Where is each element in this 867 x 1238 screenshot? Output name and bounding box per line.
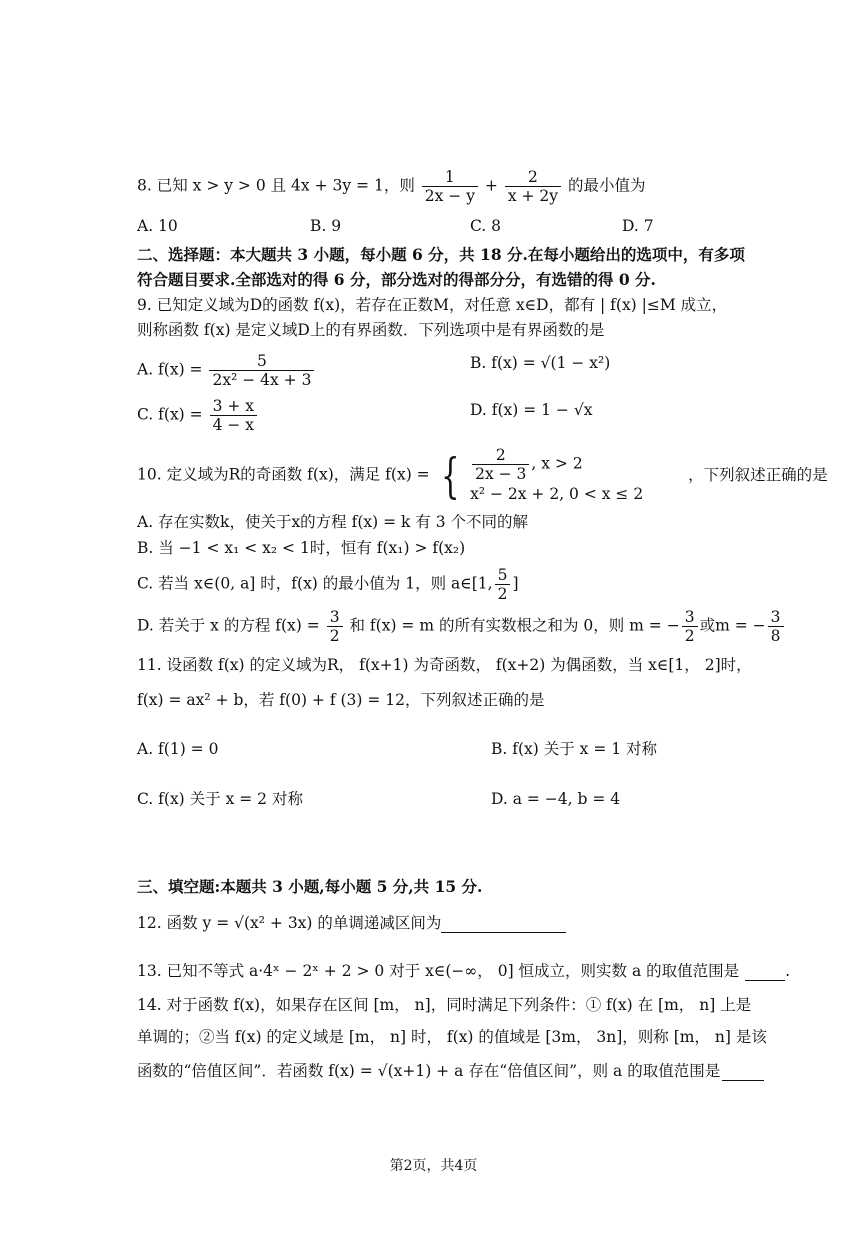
section-3-heading: 三、填空题:本题共 3 小题,每小题 5 分,共 15 分. bbox=[137, 877, 483, 896]
q8-condition: x > y > 0 且 4x + 3y = 1，则 bbox=[192, 176, 415, 195]
section-2-heading-line-2: 符合题目要求.全部选对的得 6 分，部分选对的得部分分，有选错的得 0 分. bbox=[137, 270, 656, 289]
q10-option-a: A. 存在实数k，使关于x的方程 f(x) = k 有 3 个不同的解 bbox=[137, 513, 529, 531]
q10-stem bbox=[137, 446, 828, 505]
q9-option-d: D. f(x) = 1 − √x bbox=[470, 401, 593, 419]
q9-option-a-fraction: $\frac{5}{\text{2x² − 4x + 3}}$ bbox=[209, 352, 314, 389]
q8-option-d: D. 7 bbox=[622, 217, 654, 235]
q11-stem-line-2: f(x) = ax² + b，若 f(0) + f (3) = 12，下列叙述正确的是 bbox=[137, 691, 545, 709]
q14-answer-blank[interactable] bbox=[722, 1064, 764, 1081]
q13-stem: 13. 已知不等式 a·4ˣ − 2ˣ + 2 > 0 对于 x∈(−∞， 0] 恒成立，则实数 a 的取值范围是 . bbox=[137, 962, 791, 980]
q13-answer-blank[interactable] bbox=[745, 964, 785, 981]
q8-option-b: B. 9 bbox=[310, 217, 342, 235]
q8-option-a: A. 10 bbox=[137, 217, 178, 235]
q10-option-c: C. 若当 x∈(0, a] 时，f(x) 的最小值为 1，则 a∈[1, $\frac{5}{2}$ ] bbox=[137, 566, 519, 603]
q8-option-c: C. 8 bbox=[470, 217, 502, 235]
q14-stem-line-3: 函数的“倍值区间”．若函数 f(x) = √(x+1) + a 存在“倍值区间”，则 a 的取值范围是 bbox=[137, 1061, 764, 1081]
q9-stem-line-2: 则称函数 f(x) 是定义域D上的有界函数．下列选项中是有界函数的是 bbox=[137, 321, 605, 339]
q10-stem-pre: 10. 定义域为R的奇函数 f(x)，满足 f(x) = bbox=[137, 465, 430, 484]
q11-stem-line-1: 11. 设函数 f(x) 的定义域为R， f(x+1) 为奇函数， f(x+2) 为偶函数，当 x∈[1， 2]时， bbox=[137, 656, 752, 674]
q8-stem-post: 的最小值为 bbox=[567, 176, 646, 195]
q9-option-c-fraction: $\frac{3 + x}{4 - x}$ bbox=[210, 397, 257, 434]
q11-option-c: C. f(x) 关于 x = 2 对称 bbox=[137, 790, 303, 808]
q9-option-b: B. f(x) = √(1 − x²) bbox=[470, 354, 611, 372]
q9-option-a: A. f(x) = $\frac{5}{\text{2x² − 4x + 3}}$ bbox=[137, 352, 316, 389]
q9-option-c: C. f(x) = $\frac{3 + x}{4 - x}$ bbox=[137, 397, 259, 434]
q10-brace: { bbox=[440, 447, 460, 504]
q9-stem-line-1: 9. 已知定义域为D的函数 f(x)，若存在正数M，对任意 x∈D，都有 | f(x) |≤M 成立， bbox=[137, 296, 728, 314]
q8-plus: + bbox=[484, 176, 498, 195]
section-2-heading-line-1: 二、选择题：本大题共 3 小题，每小题 6 分，共 18 分.在每小题给出的选项中，有多项 bbox=[137, 245, 745, 264]
q11-option-d: D. a = −4, b = 4 bbox=[491, 790, 621, 808]
q11-option-a: A. f(1) = 0 bbox=[137, 740, 219, 758]
q10-stem-post: ，下列叙述正确的是 bbox=[688, 465, 828, 484]
q8-fraction-1: $\frac{1}{2x - y}$ bbox=[422, 168, 478, 205]
q12-answer-blank[interactable] bbox=[441, 916, 566, 933]
q11-option-b: B. f(x) 关于 x = 1 对称 bbox=[491, 740, 658, 758]
q10-option-d: D. 若关于 x 的方程 f(x) = $\frac{3}{2}$ 和 f(x) = m 的所有实数根之和为 0，则 m = − $\frac{3}{2}$ 或m = − $\frac{3}{8}$ bbox=[137, 608, 786, 645]
q8-stem-pre: 8. 已知 bbox=[137, 176, 188, 195]
q12-stem: 12. 函数 y = √(x² + 3x) 的单调递减区间为 bbox=[137, 913, 566, 933]
q10-option-b: B. 当 −1 < x₁ < x₂ < 1时，恒有 f(x₁) > f(x₂) bbox=[137, 539, 466, 557]
q8-fraction-2: $\frac{2}{x + 2y}$ bbox=[505, 168, 561, 205]
q14-stem-line-1: 14. 对于函数 f(x)，如果存在区间 [m， n]，同时满足下列条件：① f(x) 在 [m， n] 上是 bbox=[137, 996, 752, 1014]
q14-stem-line-2: 单调的；②当 f(x) 的定义域是 [m， n] 时， f(x) 的值域是 [3m， 3n]，则称 [m， n] 是该 bbox=[137, 1028, 767, 1046]
q8-stem bbox=[137, 168, 646, 205]
page-footer: 第2页，共4页 bbox=[389, 1158, 478, 1174]
q10-piecewise: $\frac{2}{2x - 3}$ , x > 2 x² − 2x + 2, 0 < x ≤ 2 bbox=[470, 446, 644, 503]
